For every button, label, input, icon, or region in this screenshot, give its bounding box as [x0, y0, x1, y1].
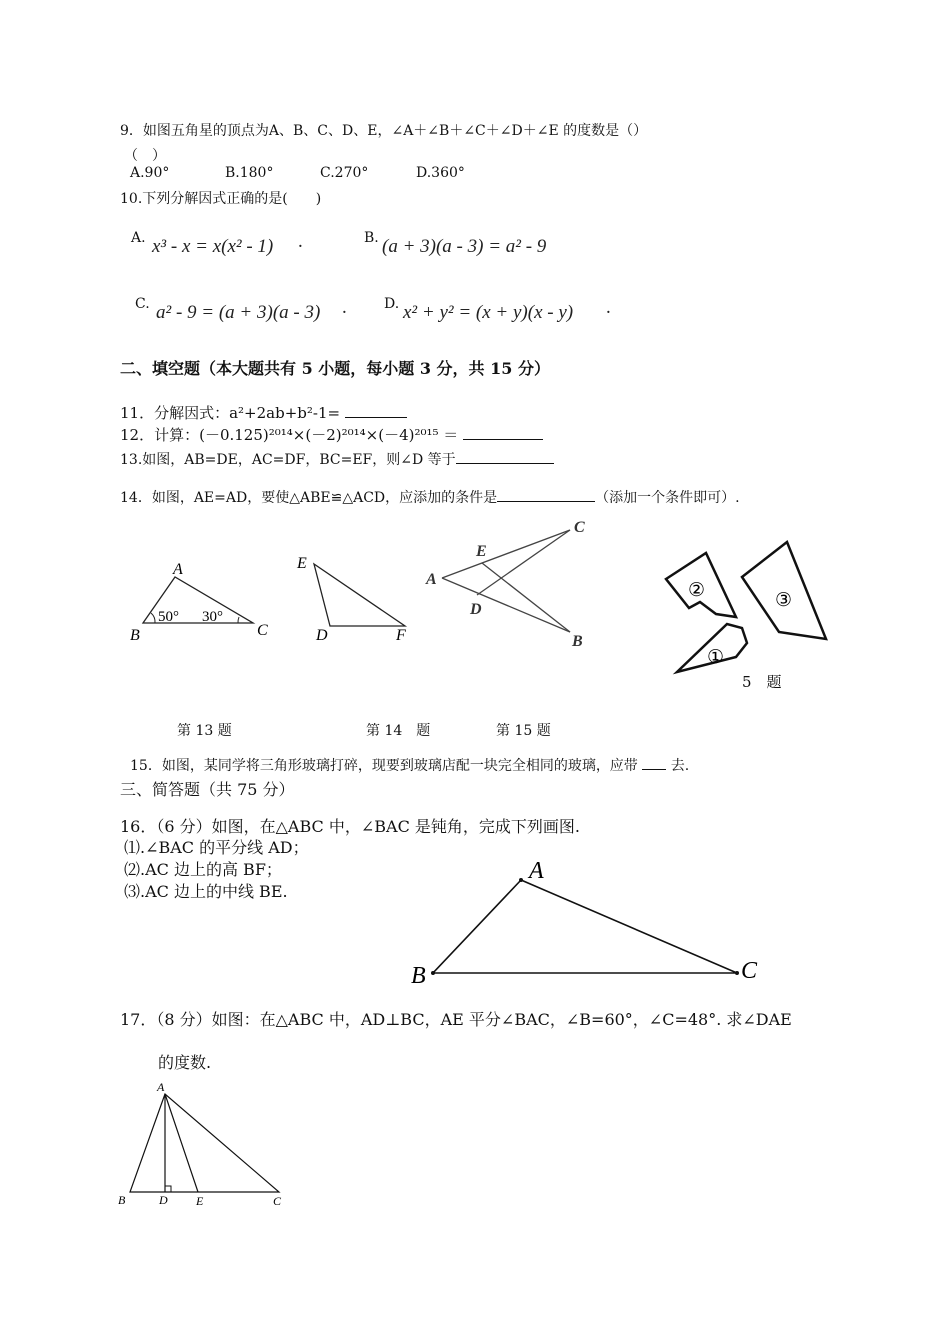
q17-label-b: B — [118, 1193, 126, 1207]
q15-answer-blank[interactable] — [642, 755, 666, 770]
caption-14: 第 14 题 — [366, 723, 431, 739]
q10-option-c-period: . — [342, 297, 347, 318]
q12-text — [120, 424, 543, 445]
fig14-label-c: C — [574, 519, 585, 536]
fig13-label-e: E — [297, 555, 307, 572]
q16-point-b — [431, 971, 435, 975]
q12-stem: 12．计算：(－0.125)²⁰¹⁴×(－2)²⁰¹⁴×(－4)²⁰¹⁵ ＝ — [120, 426, 464, 444]
fig14-label-d: D — [470, 601, 482, 618]
q9-option-b: B.180° — [225, 165, 274, 181]
q11-answer-blank[interactable] — [345, 403, 407, 418]
figure-13-def — [290, 548, 420, 648]
section-3-title: 三、简答题（共 75 分） — [120, 780, 295, 799]
q10-option-d-expr: x² + y² = (x + y)(x - y) — [403, 302, 574, 323]
q13-text — [120, 449, 554, 469]
fig14-segment-ab — [442, 578, 570, 632]
q10-option-c-expr: a² - 9 = (a + 3)(a - 3) — [156, 302, 321, 323]
fig15-label-2: ② — [688, 580, 706, 601]
q10-option-b-expr: (a + 3)(a - 3) = a² - 9 — [382, 236, 547, 257]
q10-option-d-period: . — [606, 297, 611, 318]
q16-figure — [405, 850, 775, 990]
q12-answer-blank[interactable] — [463, 425, 543, 440]
q10-option-d-label: D. — [384, 296, 400, 312]
fig13-label-c: C — [257, 622, 268, 639]
q16-point-c — [735, 971, 739, 975]
q14-answer-blank[interactable] — [497, 487, 595, 502]
q17-stem: 17．（8 分）如图：在△ABC 中，AD⊥BC，AE 平分∠BAC，∠B=60°，∠C=48°. 求∠DAE — [120, 1010, 792, 1029]
q13-answer-blank[interactable] — [456, 449, 554, 464]
q16-point-a — [519, 878, 523, 882]
q16-item-3: ⑶.AC 边上的中线 BE. — [124, 882, 288, 901]
fig13-angle-b-arc — [151, 613, 155, 623]
fig15-label-1: ① — [707, 647, 725, 668]
q17-label-a: A — [157, 1080, 165, 1094]
figure-14 — [420, 512, 600, 652]
q17-triangle-abc — [130, 1094, 279, 1192]
fig13-triangle-def — [314, 564, 405, 626]
fig13-angle-b-value: 50° — [158, 609, 179, 625]
q15-stem: 15．如图，某同学将三角形玻璃打碎，现要到玻璃店配一块完全相同的玻璃，应带 — [130, 758, 643, 774]
q10-stem: 10.下列分解因式正确的是( ) — [120, 191, 322, 207]
q15-tail: 去. — [666, 758, 690, 774]
q17-figure — [112, 1080, 292, 1215]
fig13-label-b: B — [130, 627, 140, 644]
q9-stem: 9．如图五角星的顶点为A、B、C、D、E，∠A＋∠B＋∠C＋∠D＋∠E 的度数是（） — [120, 123, 648, 139]
q10-option-b-label: B. — [364, 230, 379, 246]
fig13-angle-c-value: 30° — [202, 609, 223, 625]
q17-label-d: D — [159, 1193, 168, 1207]
q10-option-c-label: C. — [135, 296, 150, 312]
q14-stem: 14．如图，AE=AD，要使△ABE≌△ACD，应添加的条件是 — [120, 490, 498, 506]
fig14-label-b: B — [572, 633, 583, 650]
fig13-label-f: F — [396, 627, 406, 644]
fig15-caption: 5 题 — [742, 673, 782, 691]
q16-label-a: A — [529, 858, 544, 884]
q9-option-c: C.270° — [320, 165, 369, 181]
fig14-label-a: A — [426, 571, 437, 588]
q16-triangle-abc — [433, 880, 737, 973]
fig14-segment-ac — [442, 530, 570, 578]
fig13-label-d: D — [316, 627, 328, 644]
fig15-label-3: ③ — [775, 590, 793, 611]
q16-item-2: ⑵.AC 边上的高 BF； — [124, 860, 282, 879]
fig13-angle-c-arc — [238, 617, 239, 623]
fig14-segment-dc — [477, 530, 570, 595]
q15-text — [130, 755, 689, 775]
fig13-label-a: A — [173, 561, 183, 578]
q14-tail: （添加一个条件即可）. — [595, 490, 740, 506]
q16-label-b: B — [411, 963, 426, 989]
q16-stem: 16．（6 分）如图，在△ABC 中，∠BAC 是钝角，完成下列画图. — [120, 817, 581, 836]
q11-stem: 11．分解因式：a²+2ab+b²-1= — [120, 404, 345, 422]
q9-option-d: D.360° — [416, 165, 465, 181]
section-2-title: 二、填空题（本大题共有 5 小题，每小题 3 分，共 15 分） — [120, 359, 550, 378]
q16-label-c: C — [741, 958, 758, 984]
q17-right-angle-mark — [165, 1186, 171, 1192]
q9-option-a: A.90° — [130, 165, 170, 181]
q13-stem: 13.如图，AB=DE，AC=DF，BC=EF，则∠D 等于 — [120, 452, 456, 468]
q17-label-e: E — [196, 1194, 204, 1208]
caption-15: 第 15 题 — [496, 723, 551, 739]
q16-item-1: ⑴.∠BAC 的平分线 AD； — [124, 838, 309, 857]
q14-text — [120, 487, 740, 507]
q10-option-a-period: . — [298, 231, 303, 252]
q9-answer-paren: （ ） — [124, 148, 166, 164]
figure-13 — [125, 560, 285, 650]
q11-text — [120, 402, 407, 423]
caption-13: 第 13 题 — [177, 723, 232, 739]
q10-option-a-expr: x³ - x = x(x² - 1) — [152, 236, 274, 257]
fig14-segment-eb — [482, 563, 570, 632]
q17-label-c: C — [273, 1194, 282, 1208]
fig14-label-e: E — [476, 543, 487, 560]
q10-option-a-label: A. — [131, 230, 146, 246]
q17-stem-continued: 的度数. — [158, 1053, 212, 1072]
